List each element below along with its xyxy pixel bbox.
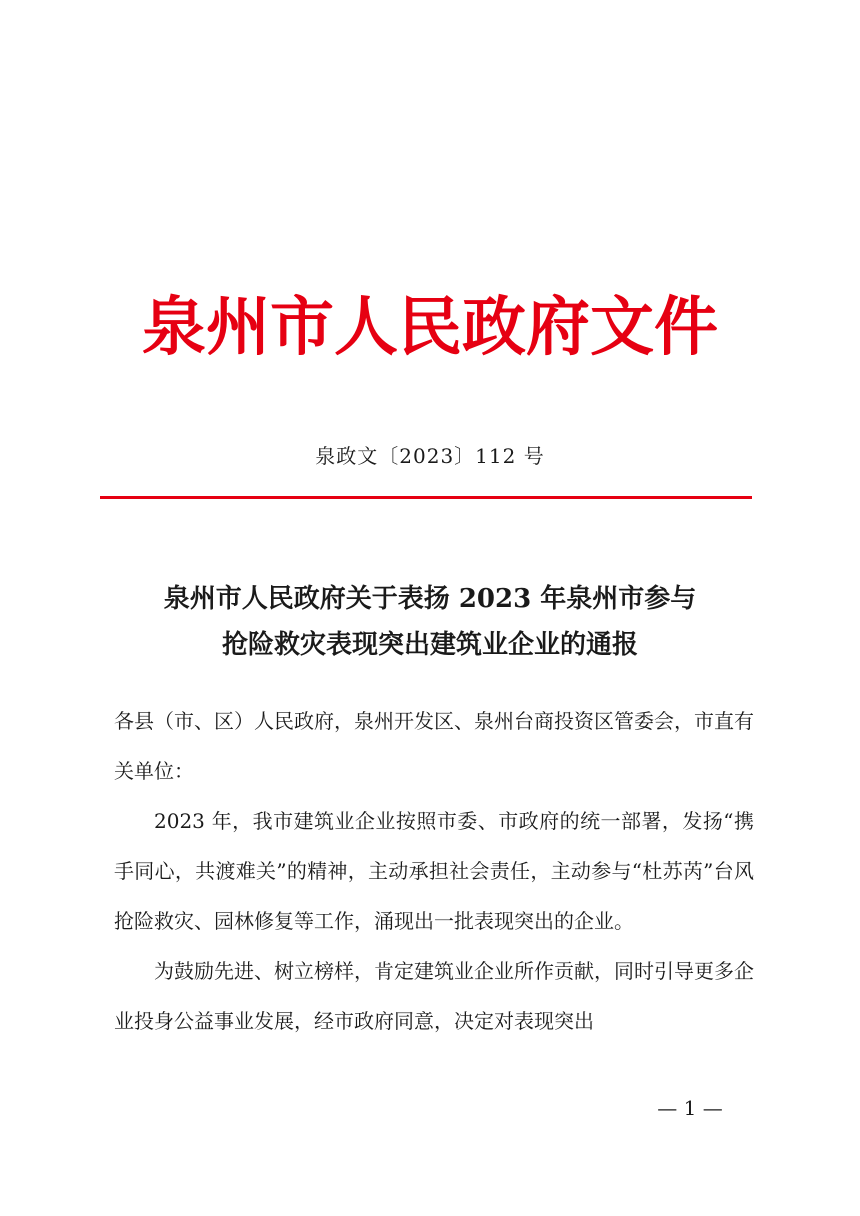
document-title-line-1: 泉州市人民政府关于表扬 2023 年泉州市参与 bbox=[163, 584, 697, 614]
document-title-line-2: 抢险救灾表现突出建筑业企业的通报 bbox=[221, 630, 638, 660]
body-paragraph-1: 2023 年，我市建筑业企业按照市委、市政府的统一部署，发扬“携手同心，共渡难关”的精神，主动承担社会责任，主动参与“杜苏芮”台风抢险救灾、园林修复等工作，涌现出一批表现突出的企业。 bbox=[114, 809, 754, 933]
document-number: 泉政文〔2023〕112 号 bbox=[315, 444, 545, 468]
red-divider-line bbox=[100, 496, 752, 499]
addressee: 各县（市、区）人民政府，泉州开发区、泉州台商投资区管委会，市直有关单位： bbox=[114, 709, 754, 783]
masthead-title: 泉州市人民政府文件 bbox=[142, 290, 718, 365]
page-number: — 1 — bbox=[657, 1096, 723, 1120]
document-title bbox=[100, 576, 760, 668]
body-paragraph-2: 为鼓励先进、树立榜样，肯定建筑业企业所作贡献，同时引导更多企业投身公益事业发展，经市政府同意，决定对表现突出 bbox=[114, 959, 754, 1033]
document-body bbox=[114, 696, 754, 1046]
